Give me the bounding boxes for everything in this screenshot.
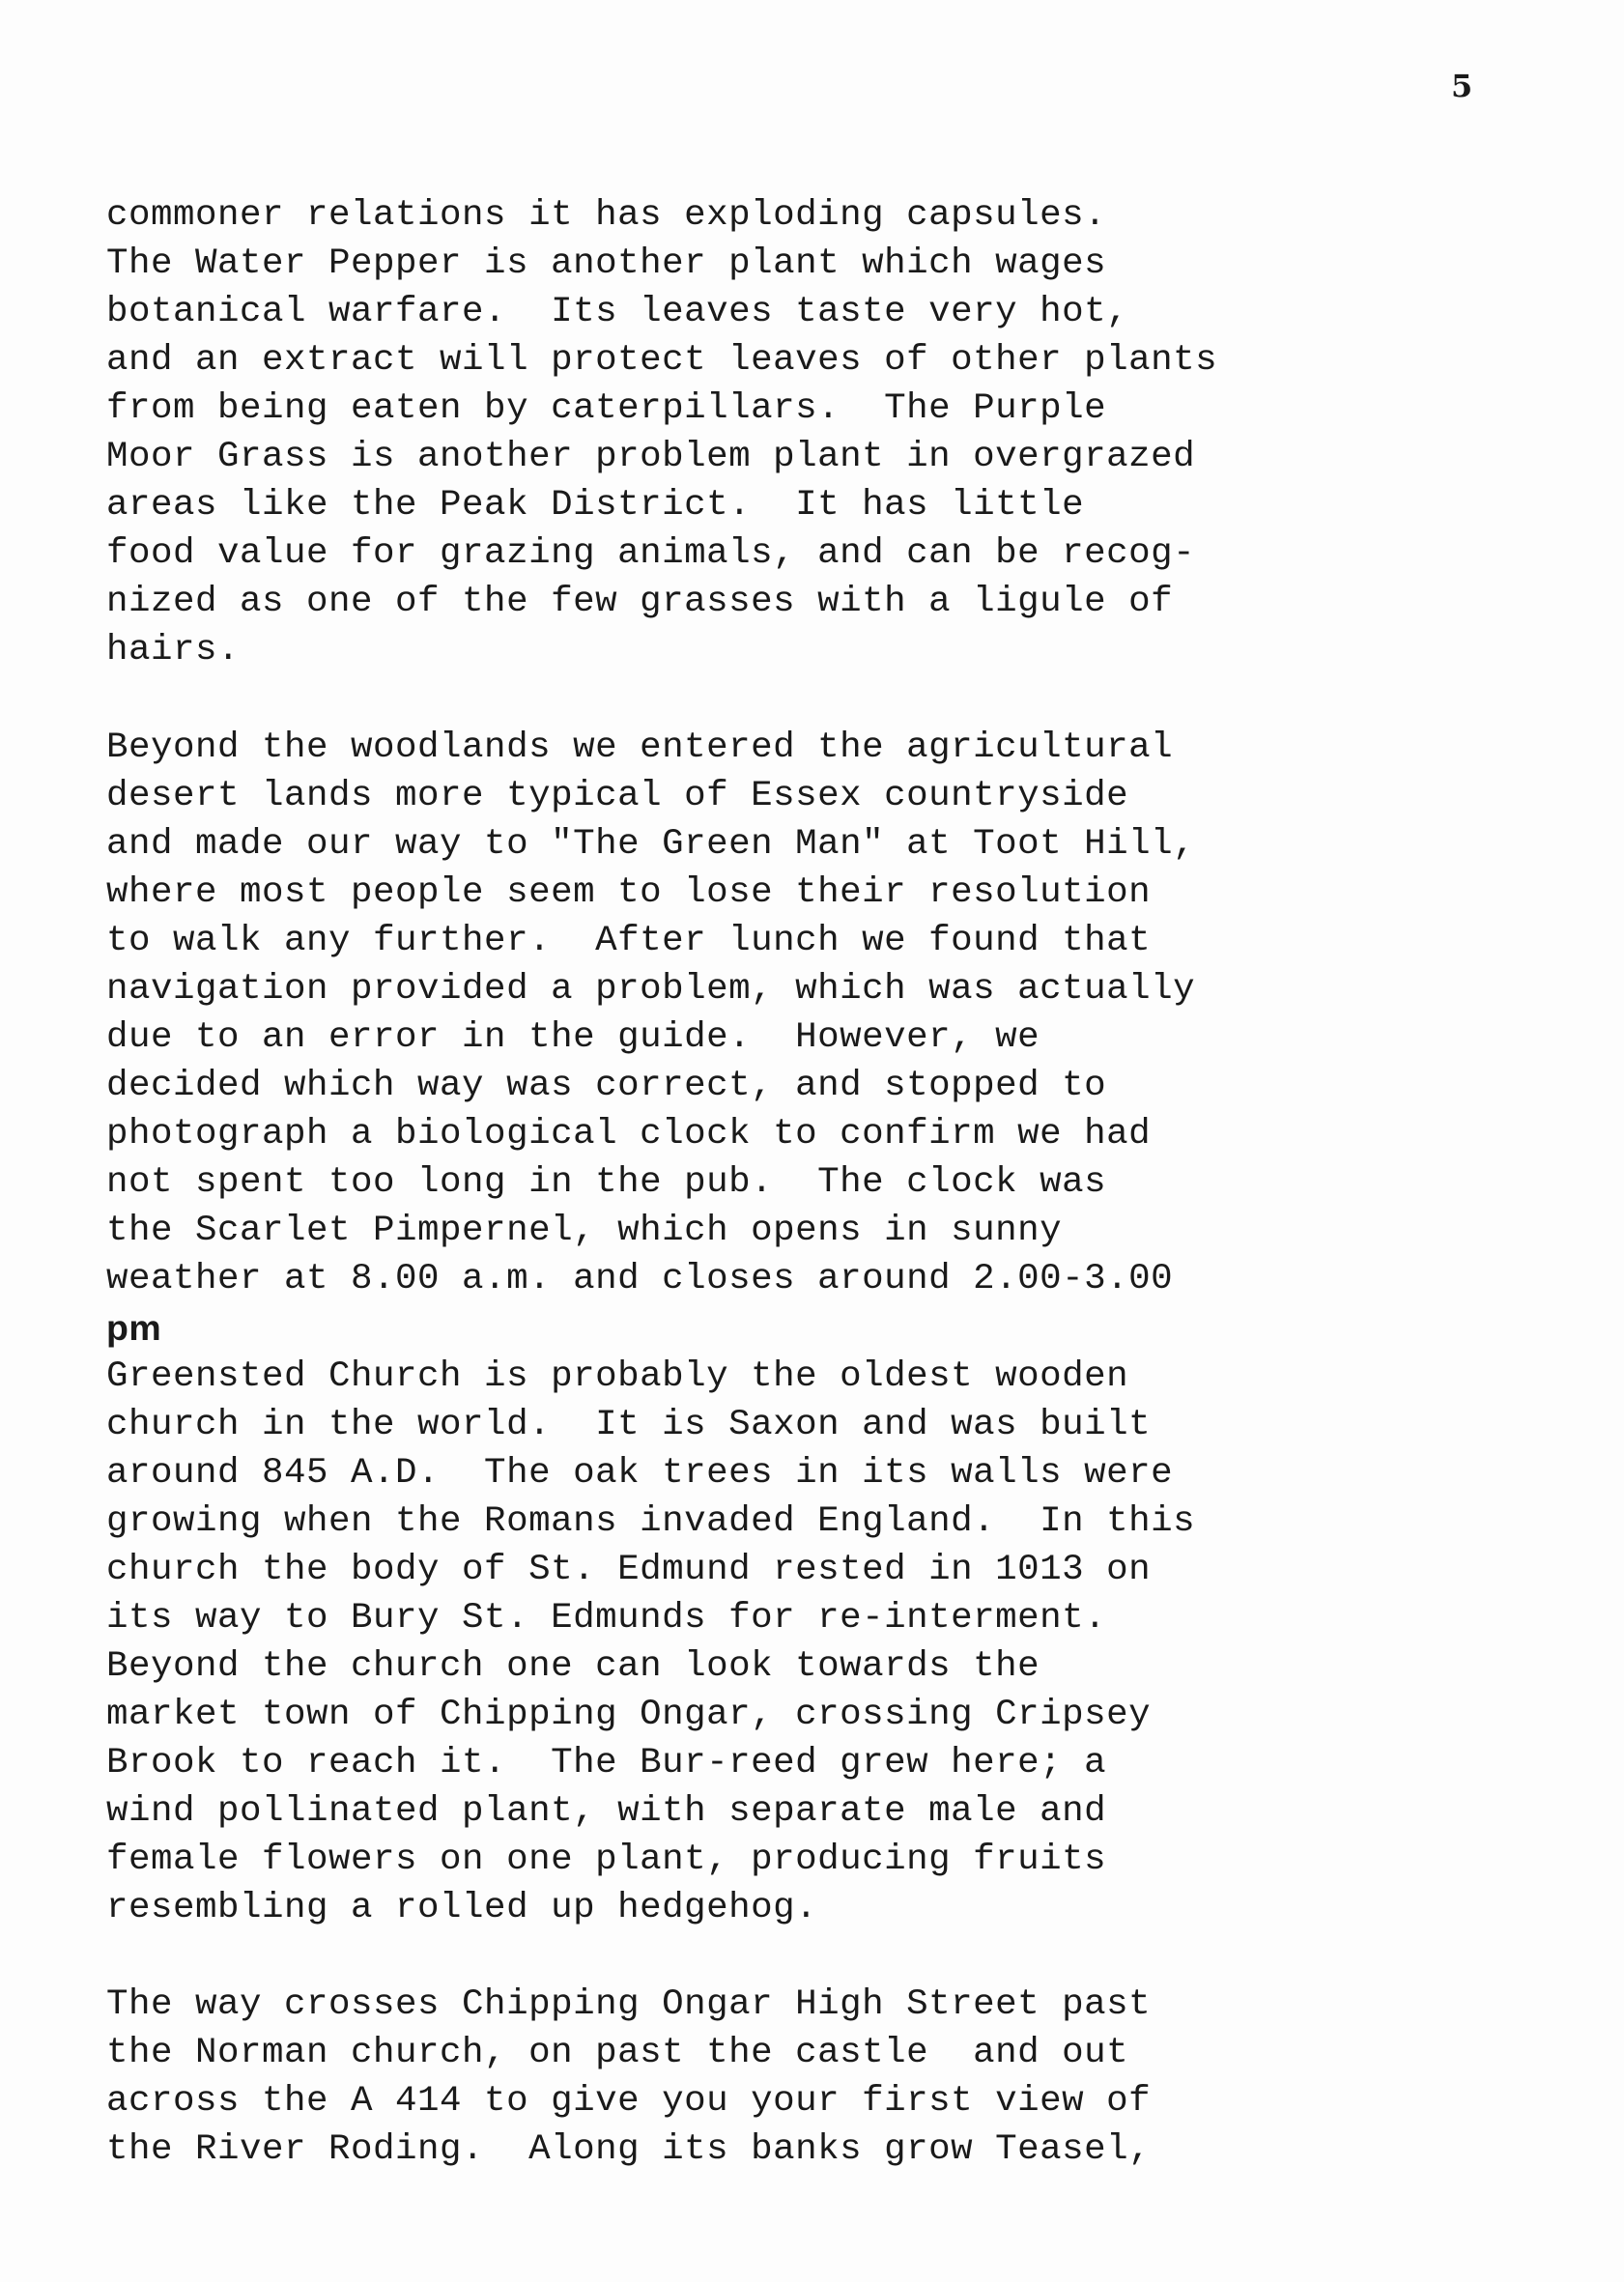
text-line: market town of Chipping Ongar, crossing Cripsey	[106, 1695, 1152, 1735]
text-line: and an extract will protect leaves of other plants	[106, 340, 1218, 381]
page-number: 5	[1451, 68, 1473, 104]
text-line: botanical warfare. Its leaves taste very hot,	[106, 292, 1129, 332]
text-line: food value for grazing animals, and can be recog-	[106, 533, 1196, 574]
text-line: around 845 A.D. The oak trees in its walls were	[106, 1453, 1174, 1494]
text-line: The way crosses Chipping Ongar High Street past	[106, 1984, 1152, 2025]
text-line: commoner relations it has exploding capsules.	[106, 195, 1107, 236]
text-line: not spent too long in the pub. The clock was	[106, 1162, 1107, 1203]
text-line: the Scarlet Pimpernel, which opens in sunny	[106, 1211, 1063, 1251]
text-line: hairs.	[106, 630, 241, 670]
text-line: The Water Pepper is another plant which wages	[106, 243, 1107, 284]
text-line: photograph a biological clock to confirm we had	[106, 1114, 1152, 1155]
text-line: church the body of St. Edmund rested in 1013 on	[106, 1550, 1152, 1590]
text-line: Beyond the woodlands we entered the agricultural	[106, 727, 1174, 768]
text-line: Beyond the church one can look towards the	[106, 1646, 1040, 1687]
text-line: pm	[106, 1307, 162, 1348]
text-line: the River Roding. Along its banks grow Teasel,	[106, 2129, 1152, 2170]
text-line: and made our way to "The Green Man" at Toot Hill,	[106, 824, 1196, 865]
paragraph-greensted-church	[106, 1353, 1594, 1932]
text-line: Brook to reach it. The Bur-reed grew here; a	[106, 1743, 1107, 1783]
text-line: areas like the Peak District. It has little	[106, 485, 1085, 526]
text-line: desert lands more typical of Essex countryside	[106, 776, 1129, 816]
text-line: female flowers on one plant, producing fruits	[106, 1840, 1107, 1880]
text-line: resembling a rolled up hedgehog.	[106, 1888, 818, 1928]
text-line: navigation provided a problem, which was actually	[106, 969, 1196, 1010]
text-line: weather at 8.00 a.m. and closes around 2.00-3.00	[106, 1259, 1174, 1299]
text-line: growing when the Romans invaded England. In this	[106, 1501, 1196, 1542]
text-line: its way to Bury St. Edmunds for re-interment.	[106, 1598, 1107, 1639]
text-line: from being eaten by caterpillars. The Purple	[106, 388, 1107, 429]
text-line: Greensted Church is probably the oldest wooden	[106, 1356, 1129, 1397]
text-line: where most people seem to lose their resolution	[106, 872, 1152, 913]
text-line: decided which way was correct, and stopped to	[106, 1066, 1107, 1106]
text-line: church in the world. It is Saxon and was built	[106, 1405, 1152, 1445]
paragraph-seed-plants	[106, 191, 1594, 674]
text-line: nized as one of the few grasses with a ligule of	[106, 582, 1174, 622]
text-line: the Norman church, on past the castle and out	[106, 2033, 1129, 2073]
text-line: across the A 414 to give you your first view of	[106, 2081, 1152, 2122]
paragraph-woodlands	[106, 724, 1594, 1352]
text-line: to walk any further. After lunch we found that	[106, 921, 1152, 961]
paragraph-chipping-ongar	[106, 1981, 1594, 2174]
text-line: due to an error in the guide. However, we	[106, 1017, 1040, 1058]
text-line: wind pollinated plant, with separate male and	[106, 1791, 1107, 1832]
text-line: Moor Grass is another problem plant in overgrazed	[106, 437, 1196, 477]
